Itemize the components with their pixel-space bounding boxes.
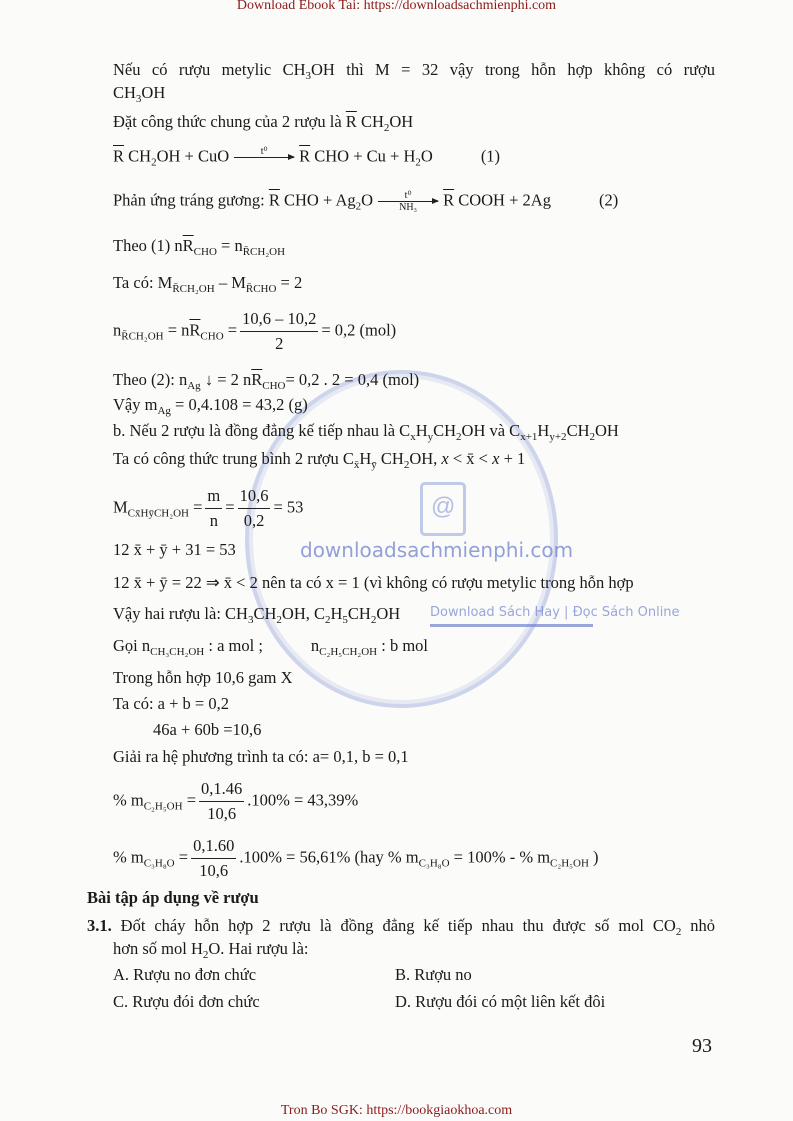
italic-variable: x xyxy=(441,449,449,468)
overlined-symbol: $\overline{R}$ xyxy=(251,370,263,389)
text-run: OH xyxy=(376,604,401,623)
fraction xyxy=(240,309,318,354)
text-run: Ta có: a + b = 0,2 xyxy=(113,694,229,713)
subscript: 3 xyxy=(305,70,311,82)
subscript: ȳ xyxy=(371,459,377,471)
text-run: Ta có: M xyxy=(113,273,173,292)
at-sign-icon: @ xyxy=(431,493,456,520)
text-run: CH xyxy=(356,112,384,131)
text-run: C. Rượu đói đơn chức xyxy=(113,992,260,1011)
text-run: OH + CuO xyxy=(156,146,230,166)
subscript: x̄ xyxy=(353,459,360,471)
fraction xyxy=(191,836,236,881)
text-run: OH thì M = 32 vậy trong hỗn hợp không có rượu xyxy=(311,60,716,79)
text-run: H xyxy=(359,449,372,468)
text-line xyxy=(113,273,302,299)
subscript: CHO xyxy=(262,380,286,392)
text-run: O xyxy=(361,190,374,210)
footer-link[interactable]: Tron Bo SGK: https://bookgiaokhoa.com xyxy=(280,1103,513,1118)
arrow-condition-top: t⁰ xyxy=(404,190,412,201)
text-line xyxy=(113,370,419,396)
overlined-symbol: $\overline{R}$ xyxy=(189,320,201,340)
text-run: Đốt cháy hỗn hợp 2 rượu là đồng đẳng kế tiếp nhau thu được số mol CO xyxy=(111,916,676,935)
watermark-underline xyxy=(430,624,593,627)
subscript: 2 xyxy=(355,200,362,213)
text-run: – M xyxy=(214,273,246,292)
text-run: + 1 xyxy=(499,449,526,468)
text-run: = 0,2 . 2 = 0,4 (mol) xyxy=(285,370,420,389)
subscript: 2 xyxy=(415,156,421,169)
text-run: Theo (1) n xyxy=(113,236,183,255)
subscript: 2 xyxy=(370,614,377,626)
text-run: nhỏ xyxy=(681,916,715,935)
numerator: 0,1.60 xyxy=(191,836,236,859)
text-run: H xyxy=(537,421,550,440)
text-run: CH xyxy=(347,604,371,623)
denominator: 10,6 xyxy=(207,804,237,823)
notebook-icon xyxy=(420,482,466,536)
text-run: = n xyxy=(163,320,190,340)
text-run: Bài tập áp dụng về rượu xyxy=(87,888,259,907)
text-run: : a mol ; xyxy=(204,636,263,655)
text-line xyxy=(113,668,293,688)
text-run: CH xyxy=(433,421,457,440)
subscript: CH₃CH₂OH xyxy=(150,646,205,658)
text-run: COOH + 2Ag xyxy=(454,190,551,210)
text-line xyxy=(113,540,236,560)
subscript: 2 xyxy=(675,926,682,938)
text-run: Ta có công thức trung bình 2 rượu C xyxy=(113,449,354,468)
question-number: 3.1. xyxy=(87,916,112,935)
answer-option-d xyxy=(395,992,605,1012)
subscript: C₂H₅OH xyxy=(143,800,183,813)
italic-variable: x xyxy=(492,449,500,468)
text-run: B. Rượu no xyxy=(395,965,472,984)
overlined-symbol: $\overline{R}$ xyxy=(299,146,311,166)
text-line xyxy=(113,395,308,421)
text-run: CH xyxy=(253,604,277,623)
text-run: OH xyxy=(389,112,414,131)
text-run: OH xyxy=(594,421,619,440)
text-run: D. Rượu đói có một liên kết đôi xyxy=(395,992,606,1011)
text-run: = xyxy=(174,847,189,867)
text-run: OH và C xyxy=(461,421,521,440)
text-line xyxy=(113,694,229,714)
subscript: 3 xyxy=(247,614,254,626)
text-run: CH xyxy=(376,449,404,468)
denominator: 0,2 xyxy=(243,511,265,530)
page-number: 93 xyxy=(692,1035,712,1057)
subscript: Cx̄HȳCH₂OH xyxy=(127,507,189,520)
reaction-arrow xyxy=(377,190,439,213)
watermark-site: downloadsachmienphi.com xyxy=(300,538,574,562)
text-run: O xyxy=(420,146,433,166)
subscript: C₃H₈O xyxy=(418,857,450,870)
fraction xyxy=(205,486,222,531)
text-run: = xyxy=(182,790,196,810)
text-run: Đặt công thức chung của 2 rượu là xyxy=(113,112,346,131)
text-run: Nếu có rượu metylic CH xyxy=(113,60,306,79)
subscript: C₃H₈O xyxy=(143,857,175,870)
subscript: R̄CH₂OH xyxy=(242,246,286,258)
text-run: % m xyxy=(113,790,144,810)
subscript: 2 xyxy=(202,949,209,961)
answer-option-a xyxy=(113,965,256,985)
equation-line xyxy=(113,779,358,824)
text-run: Theo (2): n xyxy=(113,370,188,389)
arrow-icon xyxy=(378,201,438,202)
text-run: A. Rượu no đơn chức xyxy=(113,965,257,984)
denominator: 10,6 xyxy=(199,861,229,880)
equation-line xyxy=(113,309,396,354)
text-run: n xyxy=(113,320,122,340)
text-line xyxy=(113,604,400,630)
overlined-symbol: $\overline{R}$ xyxy=(113,146,125,166)
numerator: 10,6 xyxy=(238,486,271,509)
header-link[interactable]: Download Ebook Tai: https://downloadsachmienphi.com xyxy=(236,0,557,13)
subscript: R̄CH₂OH xyxy=(172,283,215,295)
text-run: OH xyxy=(141,83,166,102)
text-line xyxy=(113,421,619,447)
text-line xyxy=(113,83,165,109)
text-run: = xyxy=(225,497,235,517)
text-run: = 0,2 (mol) xyxy=(321,320,397,340)
equation-line xyxy=(113,836,599,881)
text-run: hơn số mol H xyxy=(113,939,203,958)
text-run: = 100% - % m xyxy=(449,847,551,867)
text-run: n xyxy=(310,636,320,655)
subscript: 2 xyxy=(325,614,331,626)
section-heading xyxy=(87,888,259,908)
text-run: .100% = 43,39% xyxy=(247,790,359,810)
subscript: C₂H₅CH₂OH xyxy=(319,646,378,658)
numerator: 10,6 – 10,2 xyxy=(240,309,318,332)
subscript: 2 xyxy=(151,156,157,169)
text-run: H xyxy=(330,604,343,623)
text-run: = xyxy=(223,320,238,340)
numerator: 0,1.46 xyxy=(199,779,244,802)
subscript: C₂H₅OH xyxy=(550,857,589,870)
equation-line xyxy=(113,486,303,531)
subscript: CHO xyxy=(193,246,217,258)
text-run: < x̄ < xyxy=(448,449,493,468)
text-run: = 0,4.108 = 43,2 (g) xyxy=(170,395,308,414)
text-run: = 53 xyxy=(273,497,304,517)
text-run: : b mol xyxy=(377,636,429,655)
arrow-condition-top: t⁰ xyxy=(260,146,268,157)
text-run: ) xyxy=(588,847,599,867)
denominator: 2 xyxy=(275,334,284,353)
text-run: H xyxy=(415,421,428,440)
numerator: m xyxy=(205,486,222,509)
arrow-condition-bottom: NH₃ xyxy=(399,202,418,213)
overlined-symbol: $\overline{R}$ xyxy=(345,112,357,131)
subscript: 2 xyxy=(456,431,462,443)
subscript: 2 xyxy=(276,614,282,626)
text-run: OH, xyxy=(409,449,442,468)
watermark-tagline: Download Sách Hay | Đọc Sách Online xyxy=(430,605,680,620)
text-run: % m xyxy=(113,847,144,867)
text-run: M xyxy=(113,497,128,517)
text-line xyxy=(113,236,285,262)
answer-option-b xyxy=(395,965,472,985)
subscript: Ag xyxy=(187,380,201,392)
text-run: Phản ứng tráng gương: xyxy=(113,190,269,210)
text-run: 12 x̄ + ȳ = 22 ⇒ x̄ < 2 nên ta có x = 1 (vì không có rượu metylic trong hỗn hợp xyxy=(113,573,634,592)
reaction-arrow xyxy=(233,146,295,169)
text-run: (2) xyxy=(598,190,619,210)
text-run: ↓ = 2 n xyxy=(200,370,252,389)
text-run: b. Nếu 2 rượu là đồng đẳng kế tiếp nhau là C xyxy=(113,421,411,440)
text-run: Vậy m xyxy=(113,395,158,414)
text-line xyxy=(113,573,634,593)
text-run: Trong hỗn hợp 10,6 gam X xyxy=(113,668,293,687)
text-run: Gọi n xyxy=(113,636,151,655)
overlined-symbol: $\overline{R}$ xyxy=(268,190,280,210)
text-run: CH xyxy=(124,146,152,166)
text-run: .100% = 56,61% (hay % m xyxy=(239,847,419,867)
subscript: Ag xyxy=(157,405,171,417)
subscript: x xyxy=(410,431,416,443)
text-run: (1) xyxy=(480,146,501,166)
text-run: = n xyxy=(216,236,243,255)
subscript: 2 xyxy=(589,431,595,443)
subscript: CHO xyxy=(200,330,224,343)
equation-line xyxy=(113,146,500,172)
text-run: CHO + Cu + H xyxy=(310,146,416,166)
text-run: OH, C xyxy=(281,604,325,623)
arrow-icon xyxy=(234,157,294,158)
fraction xyxy=(238,486,271,531)
subscript: y+2 xyxy=(549,431,567,443)
text-run: CHO + Ag xyxy=(279,190,356,210)
subscript: 5 xyxy=(342,614,348,626)
text-line xyxy=(113,747,409,767)
text-line xyxy=(113,112,413,138)
fraction xyxy=(199,779,244,824)
text-run: 46a + 60b =10,6 xyxy=(153,720,262,739)
overlined-symbol: $\overline{R}$ xyxy=(443,190,455,210)
text-run: CH xyxy=(566,421,590,440)
text-run: = 2 xyxy=(276,273,303,292)
question-text xyxy=(113,939,309,965)
text-run: Vậy hai rượu là: CH xyxy=(113,604,248,623)
text-line xyxy=(113,449,525,475)
subscript: 2 xyxy=(383,122,390,134)
equation-line xyxy=(113,190,618,216)
subscript: 2 xyxy=(403,459,410,471)
subscript: 3 xyxy=(135,93,142,105)
subscript: R̄CH₂OH xyxy=(121,330,164,343)
text-line xyxy=(153,720,261,740)
overlined-symbol: $\overline{R}$ xyxy=(182,236,194,255)
subscript: R̄CHO xyxy=(245,283,277,295)
subscript: x+1 xyxy=(520,431,538,443)
text-run: O. Hai rượu là: xyxy=(208,939,309,958)
text-line xyxy=(113,60,715,86)
text-run: CH xyxy=(113,83,136,102)
text-run: = xyxy=(188,497,203,517)
text-run: Giải ra hệ phương trình ta có: a= 0,1, b = 0,1 xyxy=(113,747,409,766)
text-run: 12 x̄ + ȳ + 31 = 53 xyxy=(113,540,236,559)
denominator: n xyxy=(209,511,218,530)
answer-option-c xyxy=(113,992,260,1012)
text-line xyxy=(113,636,428,662)
subscript: y xyxy=(427,431,434,443)
